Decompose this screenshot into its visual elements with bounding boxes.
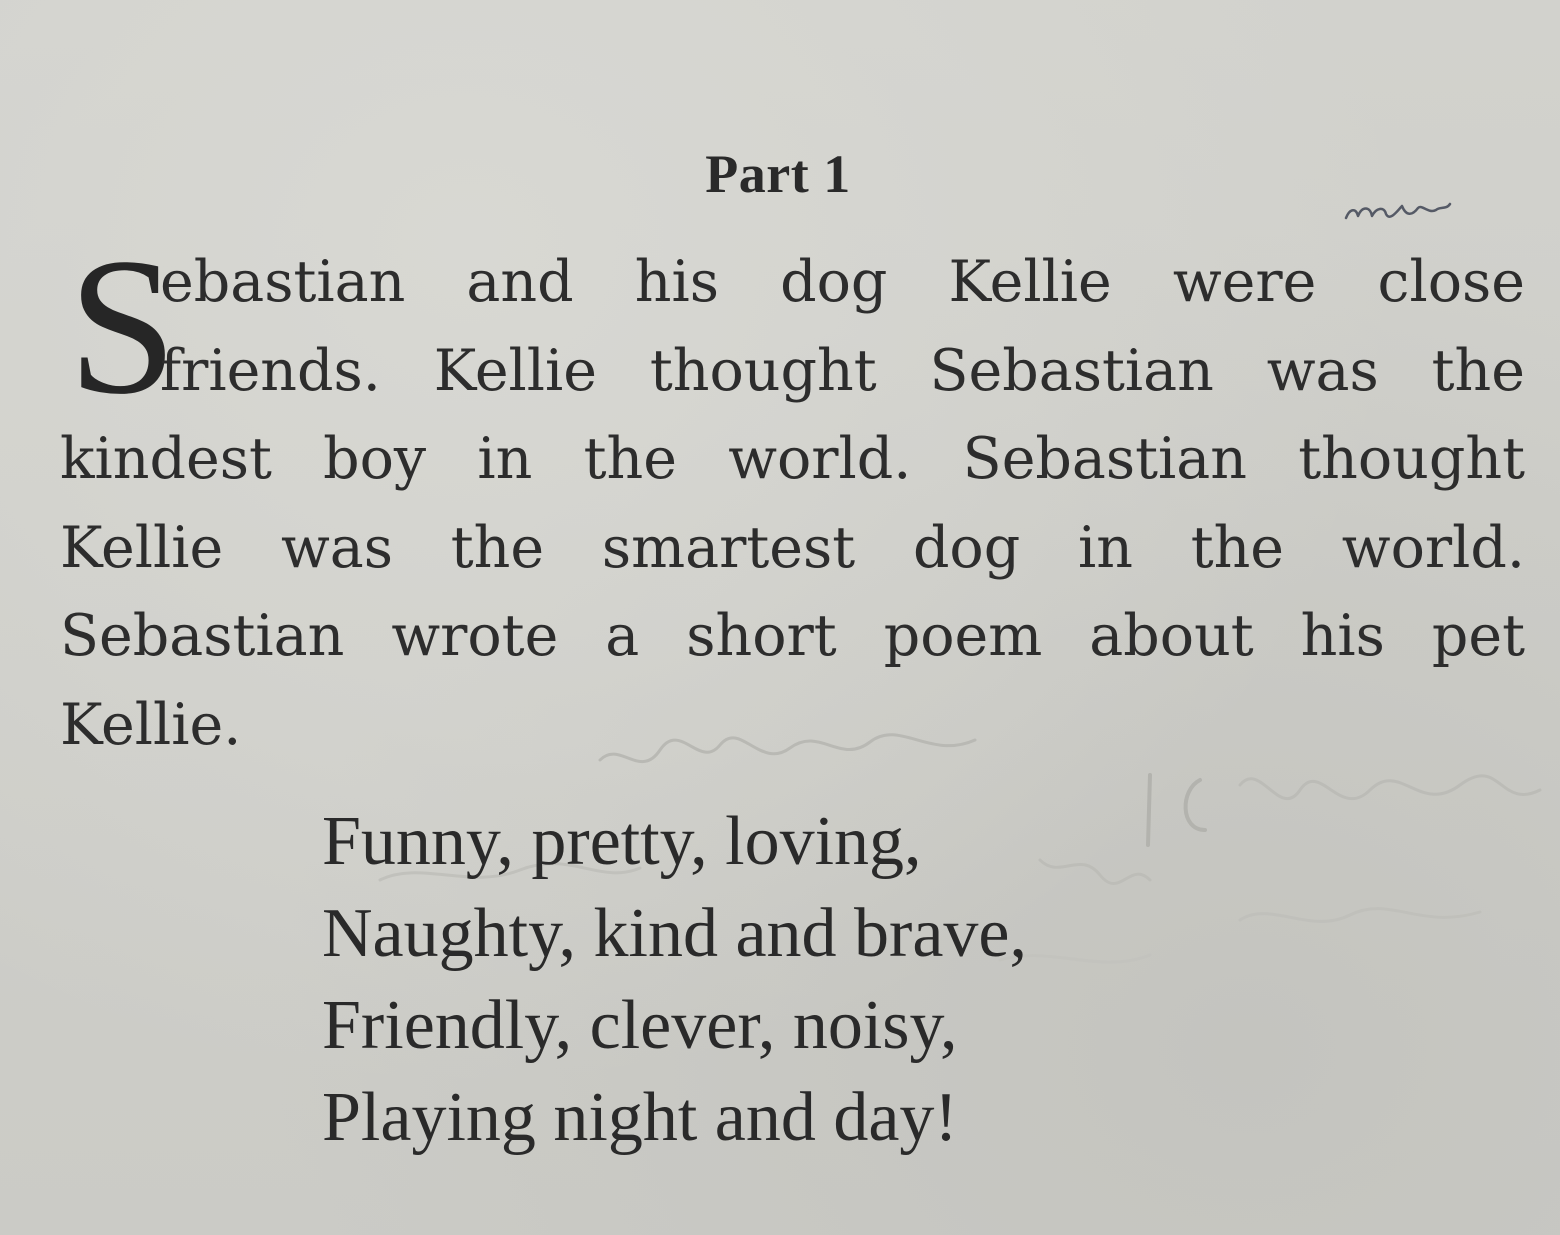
story-line: kindest boy in the world. Sebastian thought [60, 426, 1525, 492]
poem-line: Playing night and day! [322, 1079, 958, 1156]
story-line: Kellie. [60, 691, 242, 758]
drop-cap: S [68, 218, 178, 435]
poem-line: Friendly, clever, noisy, [322, 987, 958, 1064]
story-paragraph [60, 218, 1525, 769]
poem-line: Naughty, kind and brave, [322, 895, 1027, 972]
section-heading: Part 1 [705, 144, 851, 204]
story-line: ebastian and his dog Kellie were close [160, 249, 1525, 315]
story-line: Kellie was the smartest dog in the world. [60, 514, 1525, 581]
story-line: Sebastian wrote a short poem about his pet [60, 603, 1525, 669]
story-line: friends. Kellie thought Sebastian was the [160, 337, 1525, 404]
poem-line: Funny, pretty, loving, [322, 803, 922, 880]
poem [322, 796, 1027, 1164]
